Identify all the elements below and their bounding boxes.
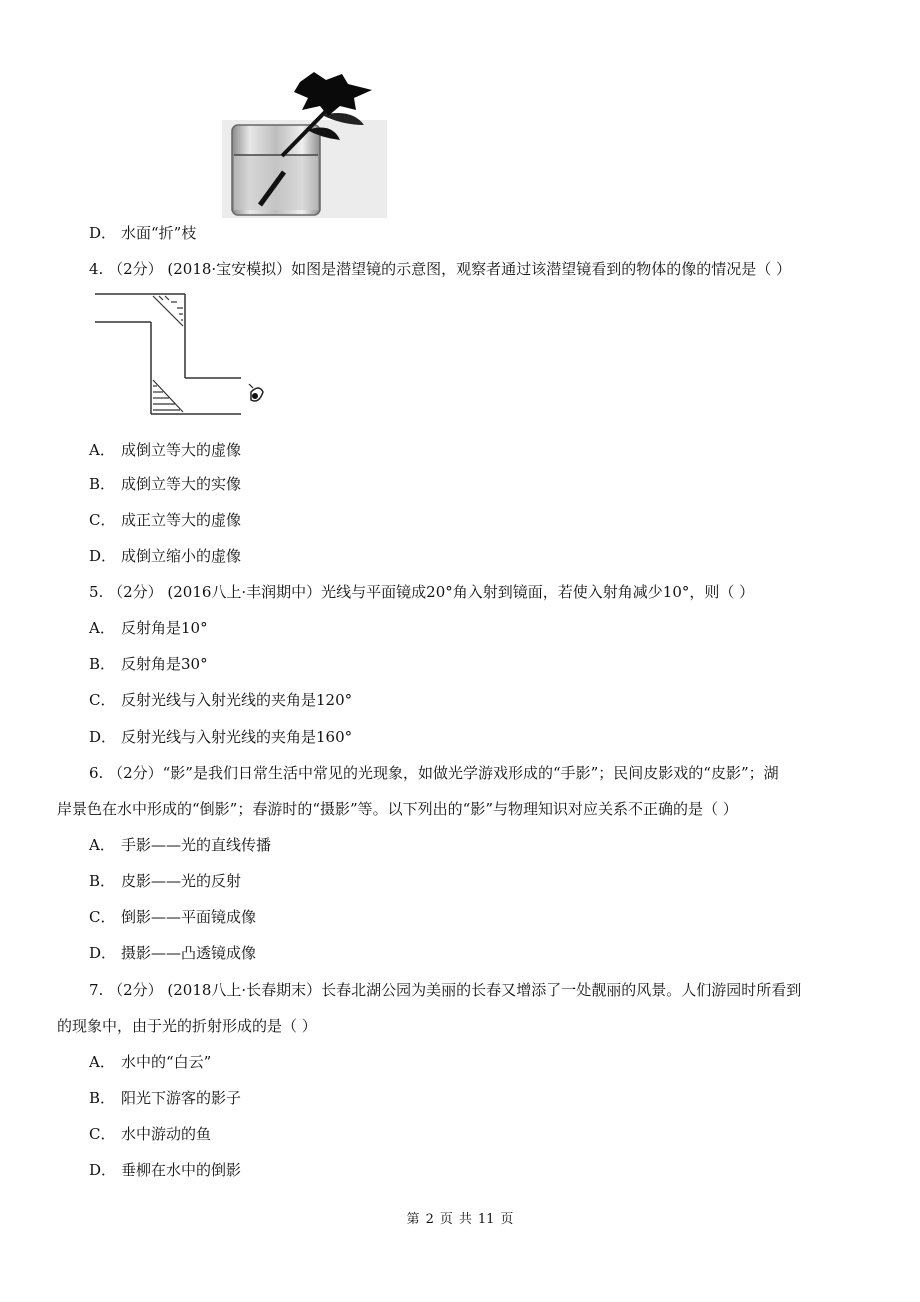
q7-option-d[interactable]: [89, 1160, 241, 1180]
option-label: A．: [89, 619, 115, 637]
option-text: 摄影——凸透镜成像: [121, 944, 257, 962]
option-label: C．: [89, 691, 116, 709]
option-text: 成正立等大的虚像: [121, 511, 242, 529]
option-text: 反射光线与入射光线的夹角是120°: [121, 691, 353, 709]
q5-option-d[interactable]: [89, 727, 352, 747]
option-label: B．: [89, 872, 116, 890]
option-text: 反射角是30°: [121, 655, 208, 673]
q4-option-d[interactable]: [89, 546, 241, 566]
q4-option-b[interactable]: [89, 474, 241, 494]
eye-icon: [249, 384, 263, 401]
footer-text: 第: [406, 1212, 420, 1227]
flower-in-glass-image: [222, 70, 387, 218]
option-label: D．: [89, 224, 117, 242]
q5-option-c[interactable]: [89, 690, 352, 710]
option-label: C．: [89, 1125, 116, 1143]
option-text: 反射光线与入射光线的夹角是160°: [121, 728, 353, 746]
q6-option-c[interactable]: [89, 907, 256, 927]
option-label: A．: [89, 441, 115, 459]
option-text: 水面“折”枝: [121, 224, 197, 242]
option-label: A．: [89, 1053, 115, 1071]
option-text: 倒影——平面镜成像: [121, 908, 257, 926]
option-label: D．: [89, 944, 117, 962]
option-text: 反射角是10°: [121, 619, 208, 637]
option-text: 水中游动的鱼: [121, 1125, 212, 1143]
q6-option-b[interactable]: [89, 871, 241, 891]
q6-stem-line1: 6. （2分）“影”是我们日常生活中常见的光现象，如做光学游戏形成的“手影”；民间皮影戏的“皮影”；湖: [89, 764, 779, 782]
q4-option-c[interactable]: [89, 510, 241, 530]
q4-option-a[interactable]: [89, 440, 241, 460]
option-text: 阳光下游客的影子: [121, 1089, 242, 1107]
q5-stem: 5. （2分） (2016八上·丰润期中）光线与平面镜成20°角入射到镜面，若使入射角减少10°，则（ ）: [89, 583, 755, 601]
q6-stem-line2: 岸景色在水中形成的“倒影”；春游时的“摄影”等。以下列出的“影”与物理知识对应关系不正确的是（ ）: [57, 800, 738, 818]
page-footer: [0, 1208, 920, 1227]
q4-stem: 4. （2分） (2018·宝安模拟）如图是潜望镜的示意图，观察者通过该潜望镜看到的物体的像的情况是（ ）: [89, 260, 791, 278]
q6-option-d[interactable]: [89, 943, 256, 963]
q3-option-d[interactable]: [89, 223, 196, 243]
q7-option-c[interactable]: [89, 1124, 211, 1144]
q5-option-b[interactable]: [89, 654, 208, 674]
option-label: B．: [89, 655, 116, 673]
q7-stem-line2: 的现象中，由于光的折射形成的是（ ）: [57, 1017, 317, 1035]
q6-option-a[interactable]: [89, 835, 271, 855]
footer-text: 页: [439, 1212, 453, 1227]
option-label: B．: [89, 1089, 116, 1107]
option-label: D．: [89, 728, 117, 746]
option-text: 成倒立等大的虚像: [121, 441, 242, 459]
q7-stem-line1: 7. （2分） (2018八上·长春期末）长春北湖公园为美丽的长春又增添了一处靓丽的风景。人们游园时所看到: [89, 981, 802, 999]
option-text: 水中的“白云”: [121, 1053, 212, 1071]
current-page-number: 2: [425, 1212, 434, 1227]
q5-option-a[interactable]: [89, 618, 208, 638]
periscope-diagram: [93, 292, 268, 417]
option-text: 手影——光的直线传播: [121, 836, 272, 854]
q7-option-b[interactable]: [89, 1088, 241, 1108]
total-page-number: 11: [477, 1212, 495, 1227]
option-label: C．: [89, 908, 116, 926]
footer-text: 共: [458, 1212, 472, 1227]
option-label: B．: [89, 475, 116, 493]
option-label: C．: [89, 511, 116, 529]
option-label: A．: [89, 836, 115, 854]
option-label: D．: [89, 1161, 117, 1179]
option-text: 成倒立缩小的虚像: [121, 547, 242, 565]
option-text: 皮影——光的反射: [121, 872, 242, 890]
q7-option-a[interactable]: [89, 1052, 211, 1072]
option-label: D．: [89, 547, 117, 565]
option-text: 成倒立等大的实像: [121, 475, 242, 493]
option-text: 垂柳在水中的倒影: [121, 1161, 242, 1179]
footer-text: 页: [500, 1212, 514, 1227]
